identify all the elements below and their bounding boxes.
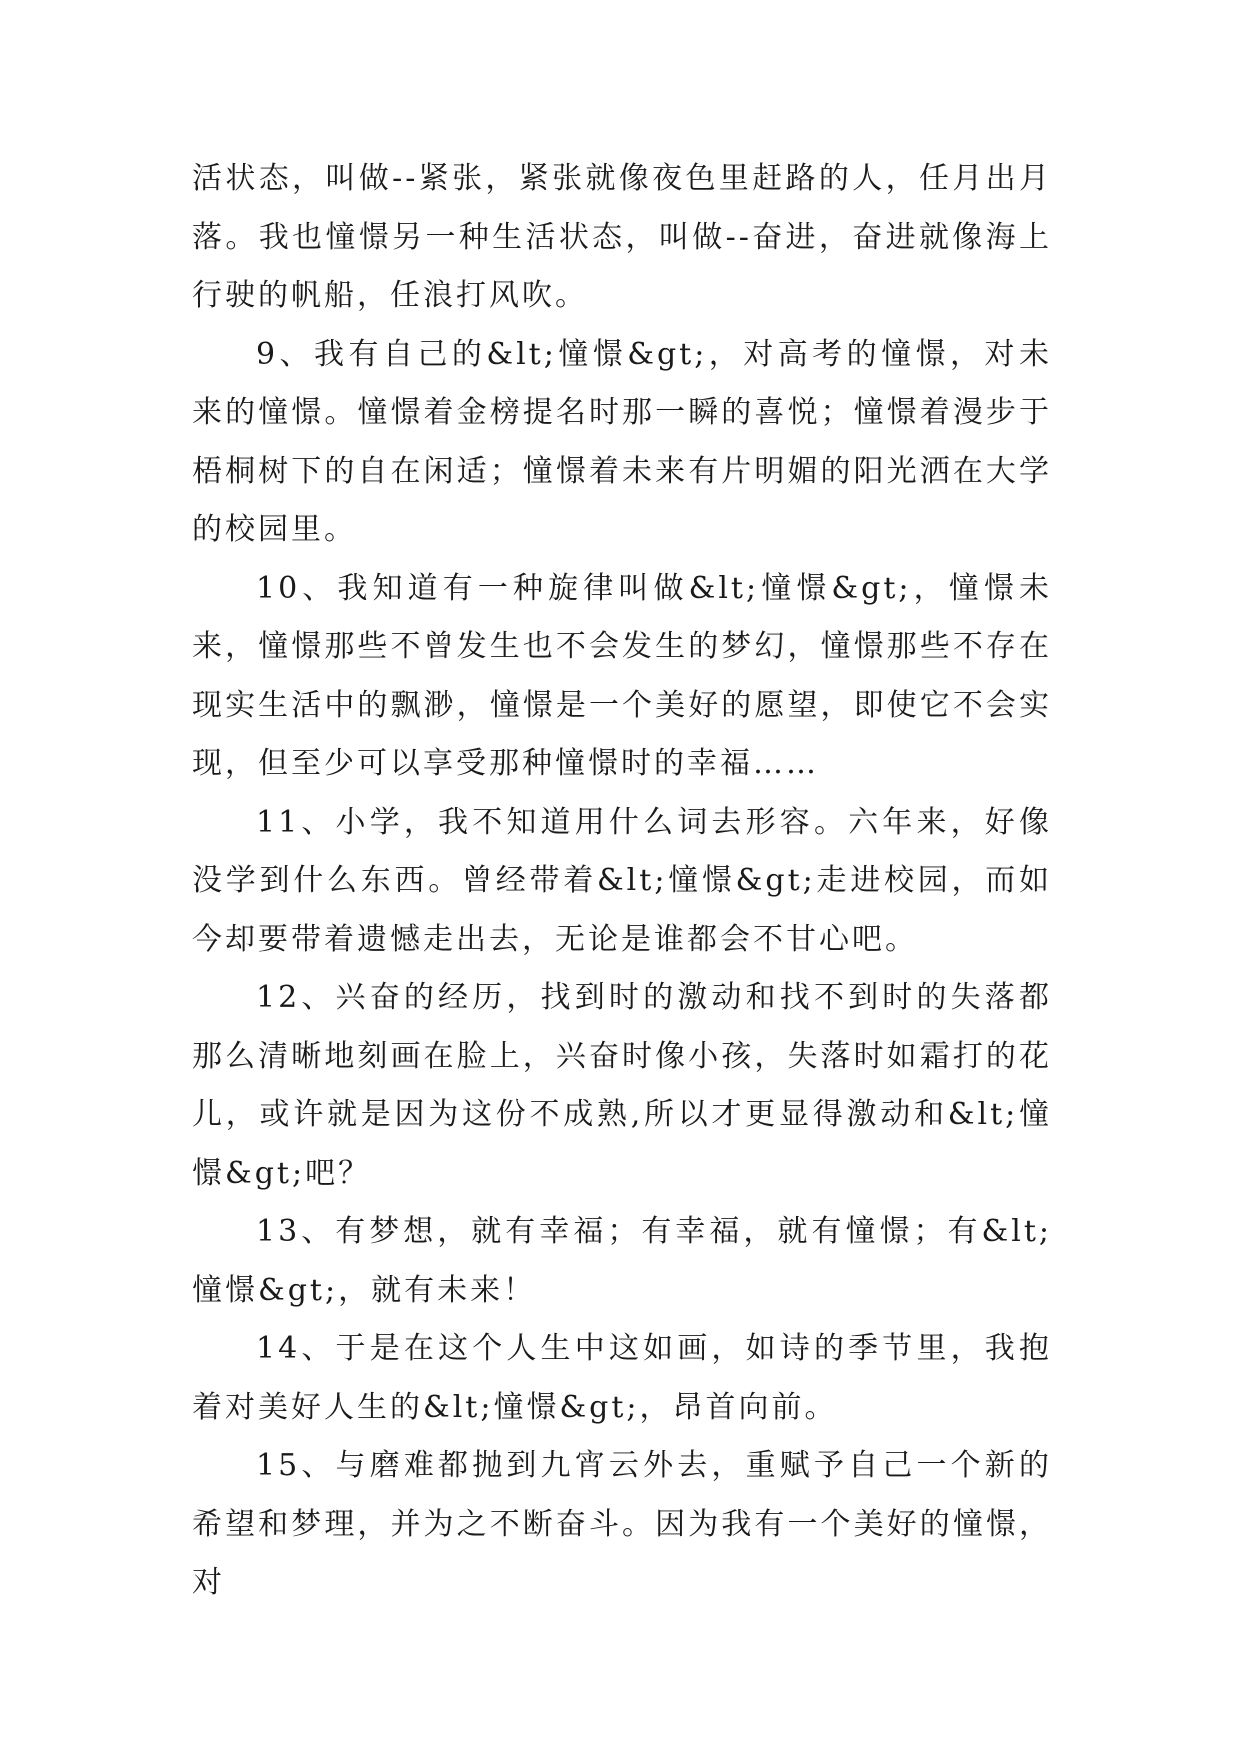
- paragraph-continuation: 活状态，叫做--紧张，紧张就像夜色里赶路的人，任月出月落。我也憧憬另一种生活状态，叫做--奋进，奋进就像海上行驶的帆船，任浪打风吹。: [192, 161, 1052, 313]
- document-page: [192, 150, 1052, 1613]
- paragraph-item-11: 11、小学，我不知道用什么词去形容。六年来，好像没学到什么东西。曾经带着&lt;憧憬&gt;走进校园，而如今却要带着遗憾走出去，无论是谁都会不甘心吧。: [192, 804, 1052, 957]
- paragraph-item-14: 14、于是在这个人生中这如画，如诗的季节里，我抱着对美好人生的&lt;憧憬&gt;，昂首向前。: [192, 1331, 1052, 1425]
- paragraph-item-9: 9、我有自己的&lt;憧憬&gt;，对高考的憧憬，对未来的憧憬。憧憬着金榜提名时那一瞬的喜悦；憧憬着漫步于梧桐树下的自在闲适；憧憬着未来有片明媚的阳光洒在大学的校园里。: [192, 336, 1052, 547]
- paragraph-item-10: 10、我知道有一种旋律叫做&lt;憧憬&gt;，憧憬未来，憧憬那些不曾发生也不会发生的梦幻，憧憬那些不存在现实生活中的飘渺，憧憬是一个美好的愿望，即使它不会实现，但至少可以享受那种憧憬时的幸福……: [192, 570, 1052, 781]
- paragraph-item-12: 12、兴奋的经历，找到时的激动和找不到时的失落都那么清晰地刻画在脸上，兴奋时像小孩，失落时如霜打的花儿，或许就是因为这份不成熟,所以才更显得激动和&lt;憧憬&gt;吧？: [192, 980, 1052, 1191]
- paragraph-item-15: 15、与磨难都抛到九宵云外去，重赋予自己一个新的希望和梦理，并为之不断奋斗。因为我有一个美好的憧憬，对: [192, 1448, 1052, 1600]
- paragraph-item-13: 13、有梦想，就有幸福；有幸福，就有憧憬；有&lt;憧憬&gt;，就有未来！: [192, 1214, 1052, 1308]
